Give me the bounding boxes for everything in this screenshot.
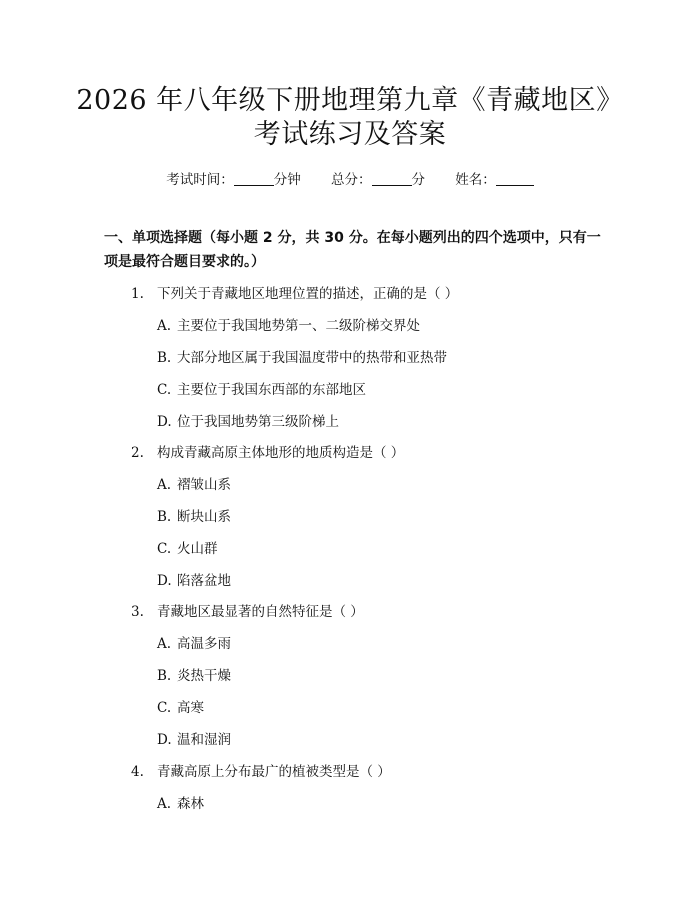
option-letter: B. [157, 668, 172, 684]
exam-time-blank [234, 172, 274, 186]
option-text: 主要位于我国东西部的东部地区 [177, 382, 366, 398]
question-4-option-a [157, 792, 204, 812]
option-letter: A. [157, 636, 172, 652]
question-number: 4. [131, 764, 144, 780]
question-2-option-c [157, 537, 218, 557]
option-text: 断块山系 [177, 509, 231, 525]
exam-time-field [166, 168, 301, 188]
question-number: 3. [131, 604, 144, 620]
question-number: 2. [131, 445, 144, 461]
question-1-option-d [157, 410, 339, 430]
question-3-option-b [157, 664, 231, 684]
option-text: 温和湿润 [177, 732, 231, 748]
option-letter: C. [157, 382, 172, 398]
question-1 [131, 282, 458, 302]
option-letter: C. [157, 700, 172, 716]
question-1-option-c [157, 378, 366, 398]
option-letter: B. [157, 509, 172, 525]
option-text: 高温多雨 [177, 636, 231, 652]
option-text: 主要位于我国地势第一、二级阶梯交界处 [177, 318, 420, 334]
exam-time-unit: 分钟 [273, 172, 301, 188]
question-text: 构成青藏高原主体地形的地质构造是（ ） [157, 445, 405, 461]
option-letter: D. [157, 414, 172, 430]
student-name-blank [496, 172, 534, 186]
question-2 [131, 441, 404, 461]
question-2-option-d [157, 569, 231, 589]
option-text: 森林 [177, 796, 204, 812]
option-letter: B. [157, 350, 172, 366]
question-text: 青藏高原上分布最广的植被类型是（ ） [157, 764, 391, 780]
exam-time-label: 考试时间： [166, 172, 234, 188]
option-text: 大部分地区属于我国温度带中的热带和亚热带 [177, 350, 447, 366]
option-letter: A. [157, 318, 172, 334]
total-score-unit: 分 [411, 172, 425, 188]
question-1-option-a [157, 314, 420, 334]
exam-info-row [0, 168, 700, 188]
total-score-field [331, 168, 425, 188]
student-name-field [455, 168, 534, 188]
option-letter: A. [157, 796, 172, 812]
question-3-option-a [157, 632, 231, 652]
question-3-option-c [157, 696, 204, 716]
question-number: 1. [131, 286, 144, 302]
option-letter: D. [157, 732, 172, 748]
option-text: 位于我国地势第三级阶梯上 [177, 414, 339, 430]
question-text: 青藏地区最显著的自然特征是（ ） [157, 604, 364, 620]
total-score-label: 总分： [331, 172, 372, 188]
question-2-option-a [157, 473, 231, 493]
option-text: 褶皱山系 [177, 477, 231, 493]
document-title-line2: 考试练习及答案 [253, 119, 447, 150]
option-letter: A. [157, 477, 172, 493]
question-1-option-b [157, 346, 447, 366]
student-name-label: 姓名： [455, 172, 496, 188]
option-text: 火山群 [177, 541, 218, 557]
document-title-line1: 2026 年八年级下册地理第九章《青藏地区》 [76, 85, 624, 116]
total-score-blank [372, 172, 412, 186]
question-3-option-d [157, 728, 231, 748]
option-text: 陷落盆地 [177, 573, 231, 589]
question-text: 下列关于青藏地区地理位置的描述，正确的是（ ） [157, 286, 459, 302]
option-letter: D. [157, 573, 172, 589]
option-letter: C. [157, 541, 172, 557]
option-text: 炎热干燥 [177, 668, 231, 684]
section-heading: 一、单项选择题（每小题 2 分，共 30 分。在每小题列出的四个选项中，只有一项是最符合题目要求的。） [104, 230, 601, 270]
question-4 [131, 760, 391, 780]
question-3 [131, 600, 364, 620]
option-text: 高寒 [177, 700, 204, 716]
question-2-option-b [157, 505, 231, 525]
